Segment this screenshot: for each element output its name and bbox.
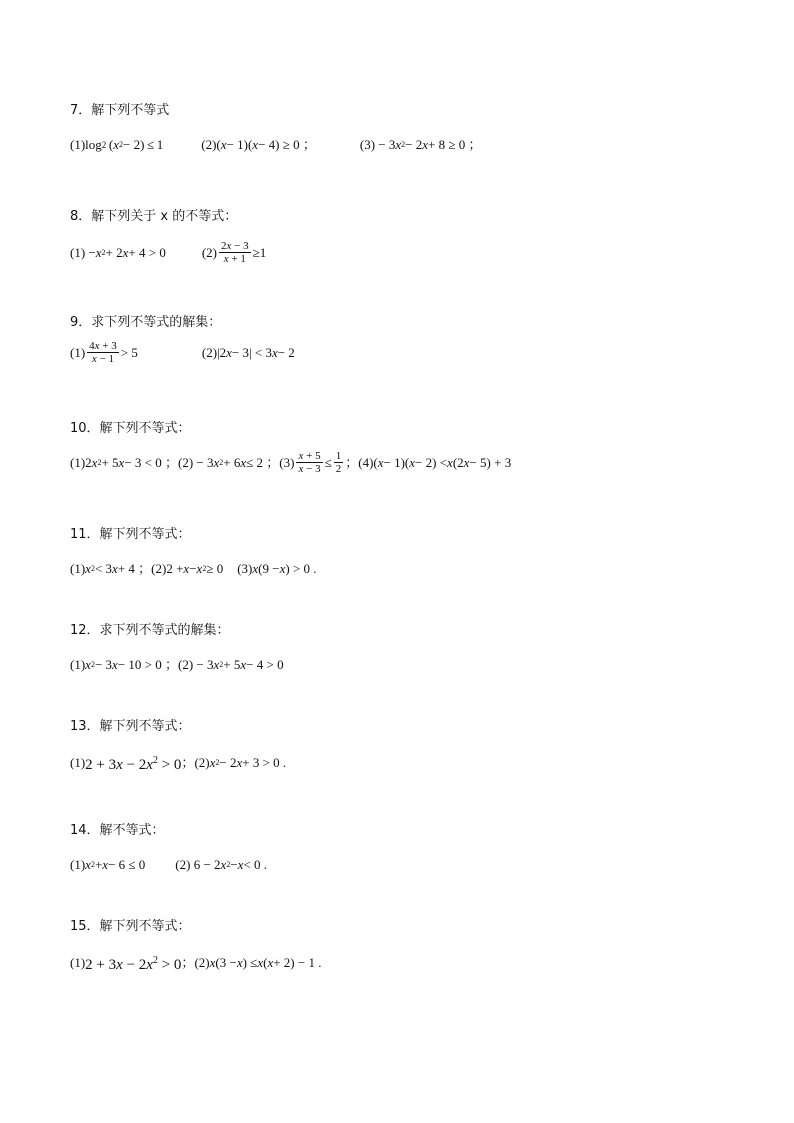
problem-items [70, 134, 750, 156]
problem-12 [70, 622, 750, 676]
problem-heading: 9．求下列不等式的解集： [70, 315, 222, 330]
problem-12-item-2: (2) − 3 x 2 + 5 x − 4 > 0 [178, 657, 284, 672]
problem-heading: 11．解下列不等式： [70, 527, 191, 542]
problem-13-item-2: (2) x 2 − 2 x + 3 > 0 . [194, 755, 287, 770]
problem-13 [70, 718, 750, 776]
problem-10 [70, 420, 750, 475]
problem-15-item-1: (1) $2 + 3x - 2x^2 > 0$ ； [70, 955, 195, 973]
problem-14-item-2: (2) 6 − 2 x 2 − x < 0 . [175, 857, 268, 872]
problem-heading: 12．求下列不等式的解集： [70, 623, 230, 638]
problem-14 [70, 822, 750, 876]
problem-items [70, 240, 750, 265]
problem-9-item-1: (1) $\frac{4x + 3}{x - 1}$ > 5 [70, 340, 138, 365]
problem-10-item-3: (3) $\frac{x + 5}{x - 3}$ ≤ $\frac{1}{2}$ ； [279, 450, 359, 475]
problem-7-item-1: (1)log 2 ( x 2 − 2) ≤ 1 [70, 137, 164, 152]
problem-items [70, 950, 750, 976]
problem-11 [70, 526, 750, 580]
problem-10-item-2: (2) − 3 x 2 + 6 x ≤ 2 ； [178, 454, 280, 470]
problem-15 [70, 918, 750, 976]
problem-15-item-2: (2) x (3 − x ) ≤ x ( x + 2) − 1 . [194, 955, 322, 970]
problem-12-item-1: (1) x 2 − 3 x − 10 > 0 ； [70, 657, 178, 672]
problem-13-item-1: (1) $2 + 3x - 2x^2 > 0$ ； [70, 755, 195, 773]
problem-11-item-3: (3) x (9 − x ) > 0 . [237, 561, 317, 576]
problem-heading: 10．解下列不等式： [70, 421, 191, 436]
problem-items [70, 854, 750, 876]
problem-items [70, 558, 750, 580]
problem-10-item-1: (1)2 x 2 + 5 x − 3 < 0 ； [70, 454, 178, 470]
problem-7-item-3: (3) − 3 x 2 − 2 x + 8 ≥ 0 ； [359, 137, 482, 152]
problem-9 [70, 314, 750, 365]
problem-11-item-2: (2)2 + x − x 2 ≥ 0 [151, 561, 224, 576]
problem-items [70, 450, 750, 475]
problem-heading: 8．解下列关于 x 的不等式： [70, 209, 238, 224]
problem-8 [70, 208, 750, 265]
problem-heading: 13．解下列不等式： [70, 719, 191, 734]
problem-7 [70, 102, 750, 156]
problem-heading: 7．解下列不等式 [70, 103, 170, 118]
problem-items [70, 340, 750, 365]
problem-8-item-1: (1) − x 2 + 2 x + 4 > 0 [70, 244, 166, 260]
problem-7-item-2: (2)( x − 1)( x − 4) ≥ 0 ； [201, 137, 316, 152]
problem-11-item-1: (1) x 2 < 3 x + 4 ； [70, 561, 152, 576]
problem-9-item-2: (2)|2 x − 3| < 3 x − 2 [201, 344, 295, 360]
problem-14-item-1: (1) x 2 + x − 6 ≤ 0 [70, 857, 146, 872]
problem-items [70, 654, 750, 676]
problem-8-item-2: (2) $\frac{2x - 3}{x + 1}$ ≥1 [201, 240, 267, 265]
problem-heading: 14．解不等式： [70, 823, 165, 838]
problem-10-item-4: (4)( x − 1)( x − 2) < x (2 x − 5) + 3 [358, 454, 512, 470]
problem-heading: 15．解下列不等式： [70, 919, 191, 934]
problem-items [70, 750, 750, 776]
